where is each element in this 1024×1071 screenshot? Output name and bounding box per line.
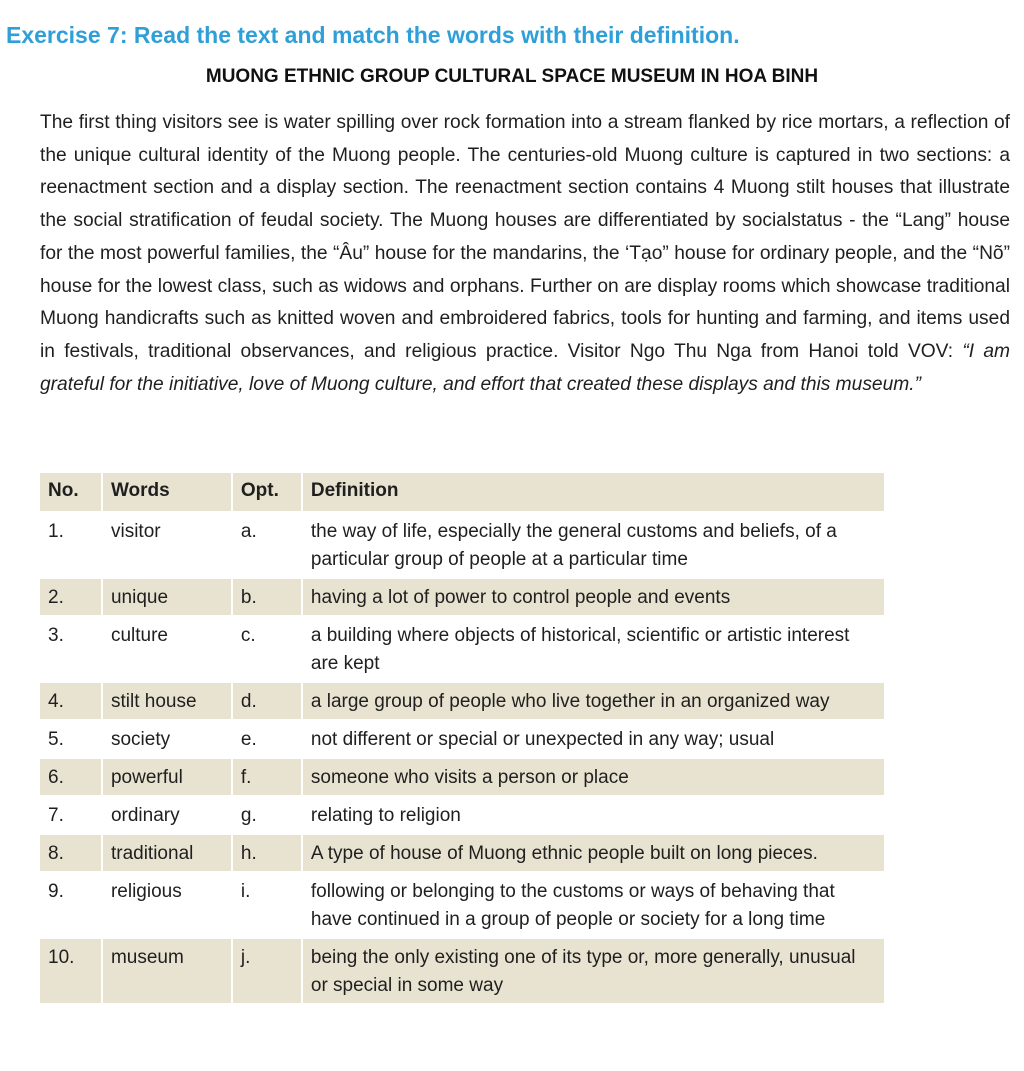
header-opt: Opt. xyxy=(232,473,302,512)
row-option: g. xyxy=(232,796,302,834)
row-number: 10. xyxy=(40,938,102,1004)
row-option: i. xyxy=(232,872,302,938)
row-number: 1. xyxy=(40,512,102,578)
table-row xyxy=(40,578,885,616)
row-option: j. xyxy=(232,938,302,1004)
row-number: 3. xyxy=(40,616,102,682)
vocabulary-matching-table xyxy=(40,473,886,1005)
header-no: No. xyxy=(40,473,102,512)
table-row xyxy=(40,616,885,682)
header-definition: Definition xyxy=(302,473,885,512)
row-definition: A type of house of Muong ethnic people built on long pieces. xyxy=(302,834,885,872)
table-row xyxy=(40,872,885,938)
row-option: f. xyxy=(232,758,302,796)
row-definition: being the only existing one of its type or, more generally, unusual or special in some way xyxy=(302,938,885,1004)
exercise-title: Exercise 7: Read the text and match the words with their definition. xyxy=(6,22,740,48)
passage-body: The first thing visitors see is water spilling over rock formation into a stream flanked by rice mortars, a reflection of the unique cultural identity of the Muong people. The centuries-old Muong culture is captured in two sections: a reenactment section and a display section. The reenactment section contains 4 Muong stilt houses that illustrate the social stratification of feudal society. The Muong houses are differentiated by socialstatus - the “Lang” house for the most powerful families, the “Âu” house for the mandarins, the ‘Tạo” house for ordinary people, and the “Nõ” house for the lowest class, such as widows and orphans. Further on are display rooms which showcase traditional Muong handicrafts such as knitted woven and embroidered fabrics, tools for hunting and farming, and items used in festivals, traditional observances, and religious practice. Visitor Ngo Thu Nga from Hanoi told VOV: xyxy=(40,112,1010,362)
table-row xyxy=(40,796,885,834)
row-definition: someone who visits a person or place xyxy=(302,758,885,796)
table-row xyxy=(40,834,885,872)
row-option: a. xyxy=(232,512,302,578)
row-word: unique xyxy=(102,578,232,616)
passage-quote: “I am grateful for the initiative, love of Muong culture, and effort that created these displays and this museum.” xyxy=(40,340,1010,395)
row-definition: not different or special or unexpected in any way; usual xyxy=(302,720,885,758)
row-definition: following or belonging to the customs or ways of behaving that have continued in a group of people or society for a long time xyxy=(302,872,885,938)
row-number: 8. xyxy=(40,834,102,872)
row-definition: relating to religion xyxy=(302,796,885,834)
table-row xyxy=(40,682,885,720)
row-option: b. xyxy=(232,578,302,616)
row-definition: having a lot of power to control people and events xyxy=(302,578,885,616)
row-definition: the way of life, especially the general customs and beliefs, of a particular group of people at a particular time xyxy=(302,512,885,578)
table-row xyxy=(40,938,885,1004)
row-number: 7. xyxy=(40,796,102,834)
row-word: religious xyxy=(102,872,232,938)
row-number: 6. xyxy=(40,758,102,796)
header-words: Words xyxy=(102,473,232,512)
row-number: 2. xyxy=(40,578,102,616)
row-definition: a large group of people who live together in an organized way xyxy=(302,682,885,720)
row-number: 5. xyxy=(40,720,102,758)
row-option: c. xyxy=(232,616,302,682)
document-title: MUONG ETHNIC GROUP CULTURAL SPACE MUSEUM IN HOA BINH xyxy=(205,66,819,87)
row-word: culture xyxy=(102,616,232,682)
table-row xyxy=(40,720,885,758)
row-number: 9. xyxy=(40,872,102,938)
row-word: ordinary xyxy=(102,796,232,834)
row-word: powerful xyxy=(102,758,232,796)
row-number: 4. xyxy=(40,682,102,720)
row-option: h. xyxy=(232,834,302,872)
row-option: e. xyxy=(232,720,302,758)
reading-passage xyxy=(40,107,1010,401)
table-row xyxy=(40,758,885,796)
row-definition: a building where objects of historical, scientific or artistic interest are kept xyxy=(302,616,885,682)
row-word: stilt house xyxy=(102,682,232,720)
row-word: visitor xyxy=(102,512,232,578)
table-row xyxy=(40,512,885,578)
row-word: museum xyxy=(102,938,232,1004)
row-word: society xyxy=(102,720,232,758)
row-word: traditional xyxy=(102,834,232,872)
row-option: d. xyxy=(232,682,302,720)
table-header-row xyxy=(40,473,885,512)
